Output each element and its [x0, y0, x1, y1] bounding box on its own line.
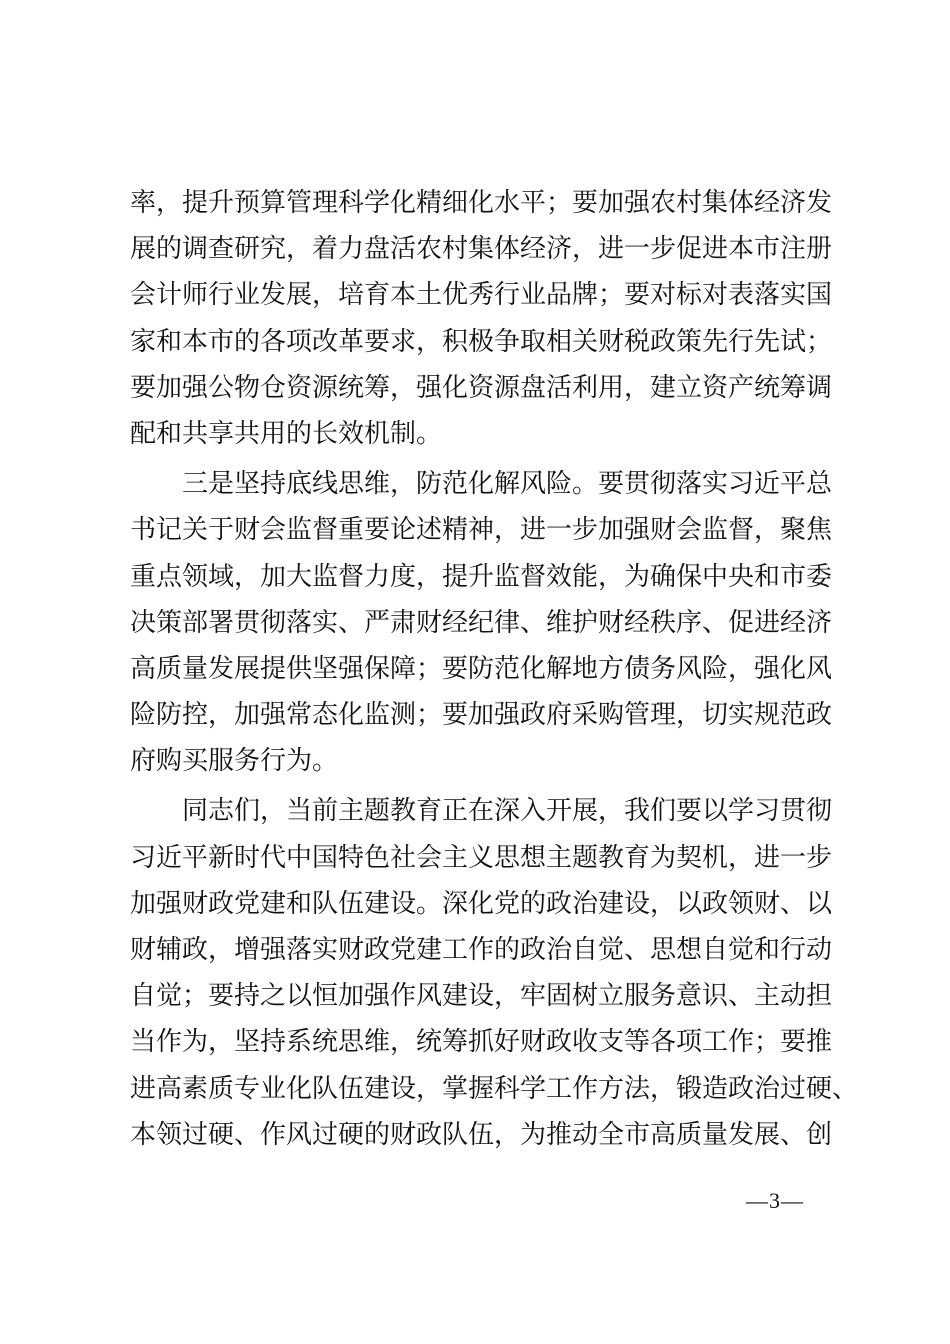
text-line: 险防控，加强常态化监测；要加强政府采购管理，切实规范政: [130, 700, 833, 731]
paragraph-2: [130, 461, 833, 784]
page-number: —3—: [746, 1188, 804, 1213]
text-line: 府购买服务行为。: [130, 746, 339, 777]
text-line: 习近平新时代中国特色社会主义思想主题教育为契机，进一步: [130, 842, 833, 873]
text-line: 会计师行业发展，培育本土优秀行业品牌；要对标对表落实国: [130, 280, 833, 311]
paragraph-1: [130, 180, 833, 457]
text-line: 率，提升预算管理科学化精细化水平；要加强农村集体经济发: [130, 188, 833, 218]
text-line: 重点领域，加大监督力度，提升监督效能，为确保中央和市委: [130, 561, 833, 592]
text-line: 家和本市的各项改革要求，积极争取相关财税政策先行先试；: [130, 326, 833, 357]
text-line: 进高素质专业化队伍建设，掌握科学工作方法，锻造政治过硬、: [130, 1073, 859, 1104]
text-line: 当作为，坚持系统思维，统筹抓好财政收支等各项工作；要推: [130, 1027, 833, 1058]
text-line: 本领过硬、作风过硬的财政队伍，为推动全市高质量发展、创: [130, 1119, 833, 1150]
text-line: 要加强公物仓资源统筹，强化资源盘活利用，建立资产统筹调: [130, 372, 833, 403]
text-line: 三是坚持底线思维，防范化解风险。要贯彻落实习近平总: [182, 469, 833, 500]
text-line: 展的调查研究，着力盘活农村集体经济，进一步促进本市注册: [130, 234, 833, 265]
body-text: [130, 180, 859, 1158]
text-line: 配和共享共用的长效机制。: [130, 418, 443, 449]
text-line: 高质量发展提供坚强保障；要防范化解地方债务风险，强化风: [130, 653, 833, 684]
text-line: 财辅政，增强落实财政党建工作的政治自觉、思想自觉和行动: [130, 935, 833, 965]
text-line: 决策部署贯彻落实、严肃财经纪律、维护财经秩序、促进经济: [130, 607, 833, 638]
paragraph-3: [130, 788, 859, 1158]
text-line: 加强财政党建和队伍建设。深化党的政治建设，以政领财、以: [130, 888, 833, 919]
text-line: 书记关于财会监督重要论述精神，进一步加强财会监督，聚焦: [130, 515, 833, 546]
text-line: 同志们，当前主题教育正在深入开展，我们要以学习贯彻: [182, 796, 833, 827]
text-line: 自觉；要持之以恒加强作风建设，牢固树立服务意识、主动担: [130, 981, 833, 1012]
